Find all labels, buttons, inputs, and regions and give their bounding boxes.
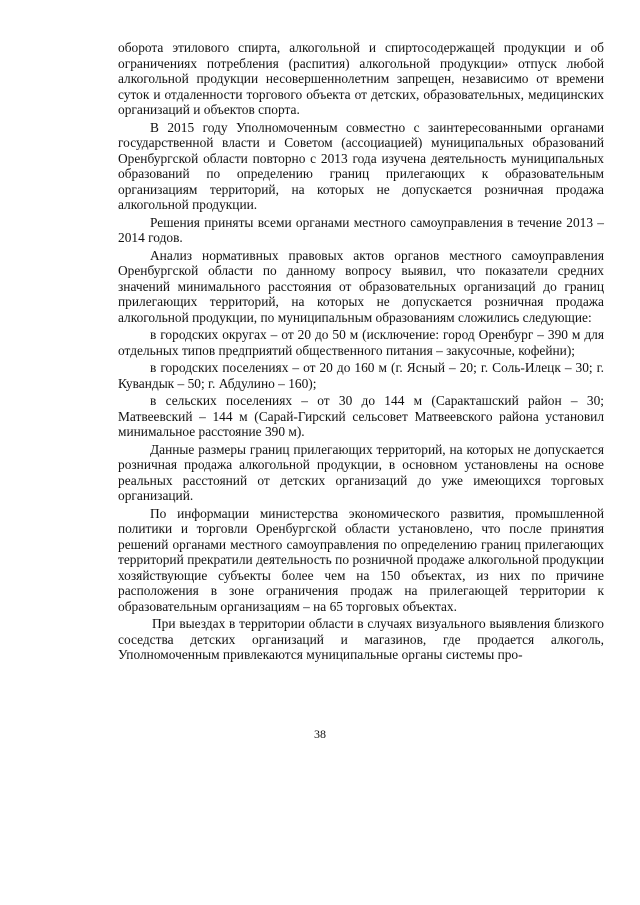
page-number: 38 — [314, 727, 326, 741]
list-item: в сельских поселениях – от 30 до 144 м (Саракташский район – 30; Матвеевский – 144 м (Сарай-Гирский сельсовет Матвеевского района установил минимальное расстояние 390 м). — [118, 393, 604, 439]
paragraph: При выездах в территории области в случаях визуального выявления близкого соседства детских организаций и магазинов, где продается алкоголь, Уполномоченным привлекаются муниципальные органы системы про- — [118, 616, 604, 662]
paragraph: Данные размеры границ прилегающих территорий, на которых не допускается розничная продажа алкогольной продукции, в основном установлены на основе реальных расстояний от детских организаций до уже имеющихся торговых организаций. — [118, 441, 604, 503]
paragraph: Решения приняты всеми органами местного самоуправления в течение 2013 – 2014 годов. — [118, 214, 604, 245]
list-item: в городских округах – от 20 до 50 м (исключение: город Оренбург – 390 м для отдельных типов предприятий общественного питания – закусочные, кофейни); — [118, 327, 604, 358]
list-item: в городских поселениях – от 20 до 160 м (г. Ясный – 20; г. Соль-Илецк – 30; г. Кувандык – 50; г. Абдулино – 160); — [118, 360, 604, 391]
body-text — [118, 40, 604, 663]
paragraph: В 2015 году Уполномоченным совместно с заинтересованными органами государственной власти и Советом (ассоциацией) муниципальных образований Оренбургской области повторно с 2013 года изучена деятельность муниципальных образований по определению границ прилегающих к образовательным организациям территорий, на которых не допускается розничная продажа алкогольной продукции. — [118, 119, 604, 212]
paragraph: Анализ нормативных правовых актов органов местного самоуправления Оренбургской области по данному вопросу выявил, что показатели средних значений минимального расстояния от образовательных организаций до границ прилегающих территорий, на которых не допускается розничная продажа алкогольной продукции, по муниципальным образованиям сложились следующие: — [118, 247, 604, 325]
paragraph: оборота этилового спирта, алкогольной и спиртосодержащей продукции и об ограничениях потребления (распития) алкогольной продукции» отпуск любой алкогольной продукции несовершеннолетним запрещен, независимо от времени суток и отдаленности торгового объекта от детских, образовательных, медицинских организаций и объектов спорта. — [118, 40, 604, 117]
paragraph: По информации министерства экономического развития, промышленной политики и торговли Оренбургской области установлено, что после принятия решений органами местного самоуправления по определению границ прилегающих территорий прекратили деятельность по розничной продаже алкогольной продукции хозяйствующие субъекты более чем на 150 объектах, из них по причине расположения в зоне ограничения продаж на прилегающей территории к образовательным организациям – на 65 торговых объектах. — [118, 505, 604, 614]
